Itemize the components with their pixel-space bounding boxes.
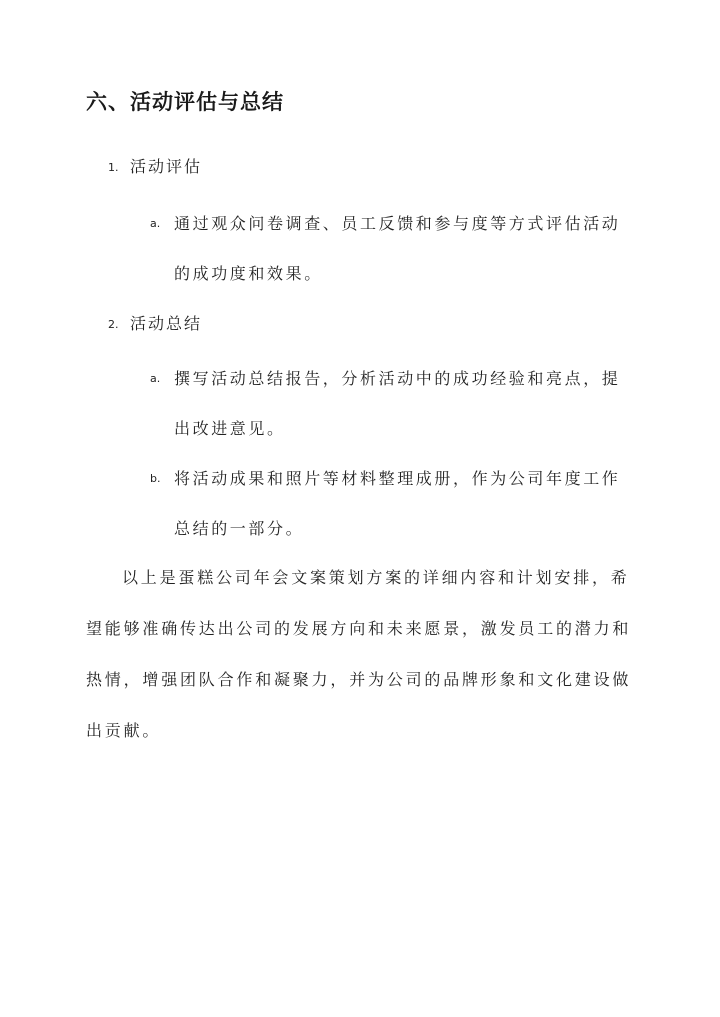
paragraph-line: 热情，增强团队合作和凝聚力，并为公司的品牌形象和文化建设做: [86, 670, 632, 689]
sub-item-2a: [150, 367, 630, 441]
list-item-label: 活动评估: [130, 157, 203, 176]
sub-item-1a: [150, 212, 630, 286]
sub-item-marker: b.: [150, 472, 161, 485]
sub-item-text-line1: 通过观众问卷调查、员工反馈和参与度等方式评估活动: [174, 214, 621, 233]
conclusion-paragraph: [86, 566, 634, 770]
section-heading: 六、活动评估与总结: [86, 90, 284, 114]
list-item-label: 活动总结: [130, 314, 203, 333]
sub-item-text-line2: 出改进意见。: [174, 419, 286, 438]
list-item-number: 2.: [108, 318, 119, 331]
paragraph-line: 出贡献。: [86, 721, 162, 740]
paragraph-line: 望能够准确传达出公司的发展方向和未来愿景，激发员工的潜力和: [86, 619, 632, 638]
list-item-number: 1.: [108, 161, 119, 174]
paragraph-line: 以上是蛋糕公司年会文案策划方案的详细内容和计划安排，希: [122, 568, 630, 587]
list-item-1: [108, 155, 202, 180]
sub-item-text-line2: 的成功度和效果。: [174, 264, 323, 283]
sub-item-marker: a.: [150, 372, 161, 385]
list-item-2: [108, 312, 202, 337]
sub-item-2b: [150, 467, 630, 541]
sub-item-text-line1: 将活动成果和照片等材料整理成册，作为公司年度工作: [174, 469, 621, 488]
sub-item-text-line1: 撰写活动总结报告，分析活动中的成功经验和亮点，提: [174, 369, 621, 388]
sub-item-text-line2: 总结的一部分。: [174, 519, 305, 538]
sub-item-marker: a.: [150, 217, 161, 230]
